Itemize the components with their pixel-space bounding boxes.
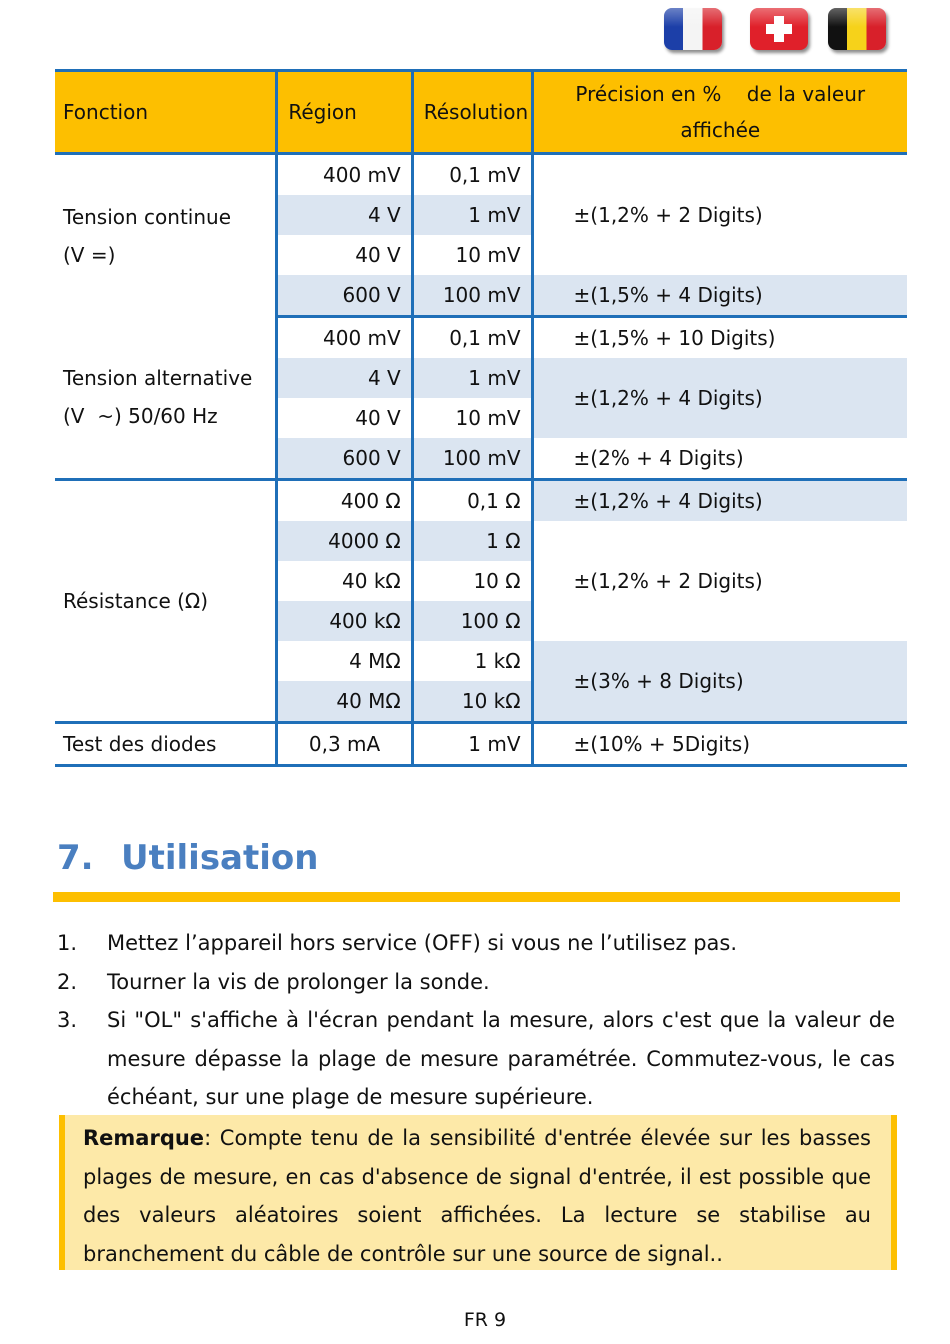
resolution-cell: 0,1 mV	[412, 154, 532, 196]
function-ac-voltage	[55, 317, 277, 480]
region-cell: 4 V	[277, 358, 412, 398]
header-fonction: Fonction	[55, 71, 277, 154]
region-cell: 40 V	[277, 398, 412, 438]
region-cell: 4 MΩ	[277, 641, 412, 681]
section-title: Utilisation	[121, 838, 319, 878]
header-precision	[532, 71, 907, 154]
remark-box	[59, 1115, 897, 1270]
table-row	[55, 317, 907, 359]
region-cell: 4 V	[277, 195, 412, 235]
section-heading	[57, 838, 318, 878]
list-item	[57, 924, 895, 963]
swiss-flag-icon	[750, 8, 808, 50]
page-number: FR 9	[463, 1309, 507, 1331]
region-cell: 400 kΩ	[277, 601, 412, 641]
list-item	[57, 963, 895, 1002]
resolution-cell: 100 Ω	[412, 601, 532, 641]
header-region: Région	[277, 71, 412, 154]
precision-cell: ±(1,5% + 4 Digits)	[532, 275, 907, 317]
step-text: Mettez l’appareil hors service (OFF) si vous ne l’utilisez pas.	[107, 931, 738, 955]
section-divider	[53, 892, 900, 902]
resolution-cell: 1 kΩ	[412, 641, 532, 681]
specification-table	[55, 69, 907, 767]
section-number: 7.	[57, 838, 94, 878]
function-label: Tension alternative	[63, 366, 253, 391]
table-row	[55, 154, 907, 196]
region-cell: 40 kΩ	[277, 561, 412, 601]
step-number: 3.	[57, 1008, 78, 1032]
table-header-row	[55, 71, 907, 154]
function-sublabel: (V ~) 50/60 Hz	[63, 404, 218, 429]
region-cell: 600 V	[277, 275, 412, 317]
usage-steps-list	[57, 924, 895, 1117]
region-cell: 400 Ω	[277, 480, 412, 522]
precision-cell: ±(1,2% + 2 Digits)	[532, 521, 907, 641]
region-cell: 400 mV	[277, 154, 412, 196]
precision-cell: ±(1,2% + 4 Digits)	[532, 358, 907, 438]
precision-cell: ±(10% + 5Digits)	[532, 723, 907, 766]
precision-cell: ±(2% + 4 Digits)	[532, 438, 907, 480]
resolution-cell: 1 mV	[412, 358, 532, 398]
region-cell: 4000 Ω	[277, 521, 412, 561]
table-row	[55, 480, 907, 522]
resolution-cell: 100 mV	[412, 438, 532, 480]
list-item	[57, 1001, 895, 1117]
resolution-cell: 10 Ω	[412, 561, 532, 601]
function-resistance: Résistance (Ω)	[55, 480, 277, 723]
resolution-cell: 1 mV	[412, 723, 532, 766]
precision-cell: ±(1,2% + 2 Digits)	[532, 154, 907, 276]
precision-cell: ±(1,5% + 10 Digits)	[532, 317, 907, 359]
table-row	[55, 723, 907, 766]
resolution-cell: 10 kΩ	[412, 681, 532, 723]
step-text: Si "OL" s'affiche à l'écran pendant la mesure, alors c'est que la valeur de mesure dépasse la plage de mesure paramétrée. Commutez-vous, le cas échéant, sur une plage de mesure supérieure.	[107, 1008, 895, 1109]
belgian-flag-icon	[828, 8, 886, 50]
step-text: Tourner la vis de prolonger la sonde.	[107, 969, 490, 994]
region-cell: 400 mV	[277, 317, 412, 359]
function-diode-test: Test des diodes	[55, 723, 277, 766]
resolution-cell: 10 mV	[412, 235, 532, 275]
resolution-cell: 1 Ω	[412, 521, 532, 561]
region-cell: 40 MΩ	[277, 681, 412, 723]
resolution-cell: 1 mV	[412, 195, 532, 235]
header-precision-line2: affichée	[680, 118, 761, 142]
language-flags	[664, 6, 894, 56]
header-precision-line1: Précision en % de la valeur	[575, 82, 866, 106]
resolution-cell: 10 mV	[412, 398, 532, 438]
region-cell: 0,3 mA	[277, 723, 412, 766]
function-dc-voltage	[55, 154, 277, 317]
precision-cell: ±(1,2% + 4 Digits)	[532, 480, 907, 522]
remark-text: : Compte tenu de la sensibilité d'entrée élevée sur les basses plages de mesure, en cas d'absence de signal d'entrée, il est possible que des valeurs aléatoires soient affichées. La lecture se stabilise au branchement du câble de contrôle sur une source de signal..	[83, 1126, 871, 1266]
precision-cell: ±(3% + 8 Digits)	[532, 641, 907, 723]
step-number: 1.	[57, 931, 78, 955]
function-sublabel: (V =)	[63, 242, 116, 267]
french-flag-icon	[664, 8, 722, 50]
resolution-cell: 0,1 Ω	[412, 480, 532, 522]
region-cell: 40 V	[277, 235, 412, 275]
step-number: 2.	[57, 969, 78, 994]
region-cell: 600 V	[277, 438, 412, 480]
resolution-cell: 100 mV	[412, 275, 532, 317]
header-resolution: Résolution	[412, 71, 532, 154]
function-label: Tension continue	[63, 204, 232, 229]
remark-label: Remarque	[83, 1126, 205, 1150]
resolution-cell: 0,1 mV	[412, 317, 532, 359]
